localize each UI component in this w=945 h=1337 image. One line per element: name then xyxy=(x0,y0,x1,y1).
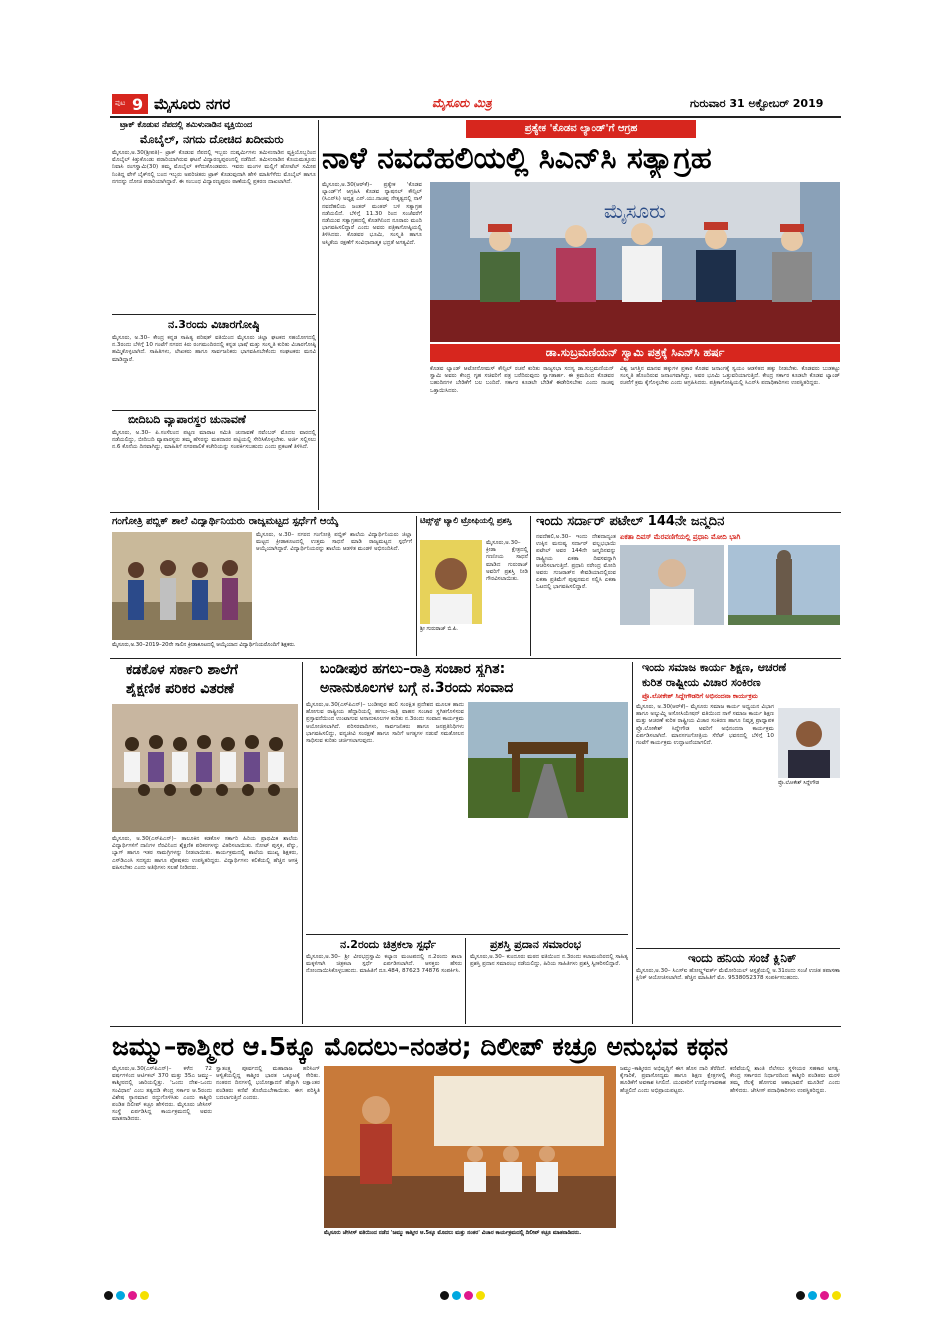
patel-body: ನವದೆಹಲಿ,ಅ.30– ಇಂದು ದೇಶದಾದ್ಯಂತ ಉಕ್ಕಿನ ಮನುಷ್ಯ ಸರ್ದಾರ್ ವಲ್ಲಭಭಾಯಿ ಪಟೇಲ್ ಅವರ 144ನೇ ಜನ್ಮದಿನವನ್ನು ರಾಷ್ಟ್ರೀಯ ಏಕತಾ ದಿವಸವನ್ನಾಗಿ ಆಚರಿಸಲಾಗುತ್ತಿದೆ. ಪ್ರಧಾನಿ ನರೇಂದ್ರ ಮೋದಿ ಅವರು ಗುಜರಾತ್‌ನ ಕೇವಡಿಯಾದಲ್ಲಿರುವ ಏಕತಾ ಪ್ರತಿಮೆಗೆ ಪುಷ್ಪನಮನ ಸಲ್ಲಿಸಿ ಏಕತಾ ಓಟದಲ್ಲಿ ಭಾಗವಹಿಸಲಿದ್ದಾರೆ. xyxy=(536,534,616,591)
reg-dot-magenta xyxy=(464,1291,473,1300)
lead-body-left: ಮೈಸೂರು,ಅ.30(ಆರ್‌ಕೆ)– ಪ್ರತ್ಯೇಕ 'ಕೊಡವ ಲ್ಯಾಂಡ್'ಗೆ ಆಗ್ರಹಿಸಿ ಕೊಡವ ನ್ಯಾಷನಲ್ ಕೌನ್ಸಿಲ್ (ಸಿಎನ್‌ಸಿ) ಅಧ್ಯಕ್ಷ ಎನ್.ಯು.ನಾಚಪ್ಪ ನೇತೃತ್ವದಲ್ಲಿ ನಾಳೆ ನವದೆಹಲಿಯ ಜಂತರ್ ಮಂತರ್ ಬಳಿ ಸತ್ಯಾಗ್ರಹ ನಡೆಯಲಿದೆ. ಬೆಳಿಗ್ಗೆ 11.30 ರಿಂದ ಸಂಜೆವರೆಗೆ ನಡೆಯುವ ಸತ್ಯಾಗ್ರಹದಲ್ಲಿ ಕೊಡಗಿನಿಂದ ನೂರಾರು ಮಂದಿ ಭಾಗವಹಿಸಲಿದ್ದಾರೆ ಎಂದು ಅವರು ಪತ್ರಿಕಾಗೋಷ್ಠಿಯಲ್ಲಿ ತಿಳಿಸಿದರು. ಕೊಡವರ ಭೂಮಿ, ಸಂಸ್ಕೃತಿ ಹಾಗೂ ಅಸ್ಮಿತೆಯ ರಕ್ಷಣೆಗೆ ಸಂವಿಧಾನಾತ್ಮಕ ಭದ್ರತೆ ಅಗತ್ಯವಿದೆ. xyxy=(322,182,422,246)
kadakola-headline-2: ಶೈಕ್ಷಣಿಕ ಪರಿಕರ ವಿತರಣೆ xyxy=(126,681,235,697)
classroom-illustration xyxy=(112,704,298,832)
lecture-illustration xyxy=(324,1066,616,1228)
divider xyxy=(112,314,316,315)
kashmir-photo-caption: ಮೈಸೂರು ಜೇಸೀಸ್ ವತಿಯಿಂದ ನಡೆದ 'ಜಮ್ಮು ಕಾಶ್ಮೀರ ಆ.5ಕ್ಕೂ ಮೊದಲು ಮತ್ತು ನಂತರ' ವಿಚಾರ ಕಾರ್ಯಕ್ರಮದಲ್ಲಿ ದಿಲೀಪ್ ಕಚ್ರೂ ಮಾತನಾಡಿದರು. xyxy=(324,1230,582,1236)
column-rule xyxy=(632,662,633,1024)
bandipur-body-cont xyxy=(468,820,628,932)
school-caption: ಮೈಸೂರು,ಅ.30–2019–20ನೇ ಸಾಲಿನ ಕ್ರೀಡಾಕೂಟದಲ್ಲಿ ಆಯ್ಕೆಯಾದ ವಿದ್ಯಾರ್ಥಿನಿಯರೊಂದಿಗೆ ಶಿಕ್ಷಕರು. xyxy=(112,642,296,648)
school-photo xyxy=(112,532,252,640)
lead-kicker xyxy=(466,120,696,138)
reg-dot-cyan xyxy=(116,1291,125,1300)
statue-illustration xyxy=(728,545,840,625)
social-subhead: ಪ್ರೊ.ಲೋಕೇಶ್ ಸಿದ್ದೇಗೌಡರಿಗೆ ಅಭಿನಂದನಾ ಕಾರ್ಯಕ್ರಮ xyxy=(642,692,758,700)
reg-dot-cyan xyxy=(452,1291,461,1300)
prize-headline: ಪ್ರಶಸ್ತಿ ಪ್ರದಾನ ಸಮಾರಂಭ xyxy=(490,938,582,951)
award-headline: ಟಿಪ್ಸ್‌ಸ್ಟ್ ಟ್ಯಾಲಿ ಟ್ರೋಫಿಯಲ್ಲಿ ಪ್ರಶಸ್ತಿ xyxy=(420,516,512,525)
story1-kicker: ಟ್ರಾಕ್ ಕೊಡುವ ನೆಪದಲ್ಲಿ ತಮಿಳುನಾಡಿನ ವ್ಯಕ್ತಿಯಿಂದ xyxy=(120,120,253,129)
divider xyxy=(112,410,316,411)
divider xyxy=(636,948,840,949)
patel-subhead: ಏಕತಾ ದಿವಸ್ ಮೆರವಣಿಗೆಯಲ್ಲಿ ಪ್ರಧಾನಿ ಮೋದಿ ಭಾಗಿ xyxy=(620,533,741,541)
bandipur-headline-1: ಬಂಡೀಪುರ ಹಗಲು–ರಾತ್ರಿ ಸಂಚಾರ ಸ್ಥಗಿತ: xyxy=(320,661,506,677)
award-caption: ಶ್ರೀ ಗುರುರಾಜ್ ಬಿ.ಪಿ. xyxy=(420,626,458,632)
column-rule xyxy=(530,516,531,656)
photo-banner-text: ಮೈಸೂರು xyxy=(603,199,667,223)
kashmir-col4: ಕಣಿವೆಯಲ್ಲಿ ಶಾಂತಿ ನೆಲೆಸಲು ಸ್ಥಳೀಯರ ಸಹಕಾರ ಅಗತ್ಯ. ಕೇಂದ್ರ ಸರ್ಕಾರದ ನಿರ್ಧಾರದಿಂದ ಕಾಶ್ಮೀರಿ ಪಂಡಿತರು ಮರಳಿ ತಮ್ಮ ನೆಲಕ್ಕೆ ಹೋಗುವ ಆಶಾಭಾವನೆ ಮೂಡಿದೆ ಎಂದು ಹೇಳಿದರು. ಜೇಸೀಸ್ ಪದಾಧಿಕಾರಿಗಳು ಉಪಸ್ಥಿತರಿದ್ದರು. xyxy=(730,1066,840,1094)
social-portrait xyxy=(778,708,840,778)
column-rule xyxy=(416,516,417,656)
modi-illustration xyxy=(620,545,724,625)
reg-dot-cyan xyxy=(808,1291,817,1300)
kashmir-photo xyxy=(324,1066,616,1228)
school-body: ಮೈಸೂರು, ಅ.30– ನಗರದ ಗಂಗೋತ್ರಿ ಪಬ್ಲಿಕ್ ಶಾಲೆಯ ವಿದ್ಯಾರ್ಥಿನಿಯರು ಜಿಲ್ಲಾ ಮಟ್ಟದ ಕ್ರೀಡಾಕೂಟದಲ್ಲಿ ಉತ್ತಮ ಸಾಧನೆ ಮಾಡಿ ರಾಜ್ಯಮಟ್ಟದ ಸ್ಪರ್ಧೆಗೆ ಆಯ್ಕೆಯಾಗಿದ್ದಾರೆ. ವಿದ್ಯಾರ್ಥಿನಿಯರನ್ನು ಶಾಲೆಯ ಆಡಳಿತ ಮಂಡಳಿ ಅಭಿನಂದಿಸಿದೆ. xyxy=(256,532,412,553)
column-rule xyxy=(318,120,319,510)
bandipur-body: ಮೈಸೂರು,ಅ.30(ಎಸ್‌ಪಿಎನ್)– ಬಂಡೀಪುರ ಹುಲಿ ಸಂರಕ್ಷಿತ ಪ್ರದೇಶದ ಮೂಲಕ ಹಾದು ಹೋಗುವ ರಾಷ್ಟ್ರೀಯ ಹೆದ್ದಾರಿಯಲ್ಲಿ ಹಗಲು–ರಾತ್ರಿ ವಾಹನ ಸಂಚಾರ ಸ್ಥಗಿತಗೊಳಿಸುವ ಪ್ರಸ್ತಾವನೆಯಿಂದ ಉಂಟಾಗುವ ಅನಾನುಕೂಲಗಳ ಕುರಿತು ನ.3ರಂದು ಸಂವಾದ ಕಾರ್ಯಕ್ರಮ ಆಯೋಜಿಸಲಾಗಿದೆ. ಪರಿಸರವಾದಿಗಳು, ಸಾರ್ವಜನಿಕರು ಹಾಗೂ ಜನಪ್ರತಿನಿಧಿಗಳು ಭಾಗವಹಿಸಲಿದ್ದು, ವನ್ಯಜೀವಿ ಸಂರಕ್ಷಣೆ ಹಾಗೂ ಸಾರಿಗೆ ಅಗತ್ಯಗಳ ನಡುವೆ ಸಮತೋಲನ ಸಾಧಿಸುವ ಕುರಿತು ಚರ್ಚಿಸಲಾಗುವುದು. xyxy=(306,702,464,745)
kashmir-col2: ಸ್ವಾತಂತ್ರ್ಯ ಪೂರ್ವದಲ್ಲಿ ಮಹಾರಾಜ ಹರಿಸಿಂಗ್ ಆಳ್ವಿಕೆಯಲ್ಲಿದ್ದ ಕಾಶ್ಮೀರ ಭಾರತ ಒಕ್ಕೂಟಕ್ಕೆ ಸೇರಿತು. ನಂತರದ ದಿನಗಳಲ್ಲಿ ಭಯೋತ್ಪಾದನೆ ಹೆಚ್ಚಾಗಿ ಲಕ್ಷಾಂತರ ಪಂಡಿತರು ಕಣಿವೆ ತೊರೆಯಬೇಕಾಯಿತು. ಈಗ ಪರಿಸ್ಥಿತಿ ಬದಲಾಗುತ್ತಿದೆ ಎಂದರು. xyxy=(216,1066,320,1101)
divider xyxy=(306,934,628,935)
masthead-rule xyxy=(110,116,841,118)
professor-illustration xyxy=(778,708,840,778)
kashmir-col3: ಜಮ್ಮು–ಕಾಶ್ಮೀರದ ಅಭಿವೃದ್ಧಿಗೆ ಈಗ ಹೊಸ ದಾರಿ ತೆರೆದಿದೆ. ಕೈಗಾರಿಕೆ, ಪ್ರವಾಸೋದ್ಯಮ ಹಾಗೂ ಶಿಕ್ಷಣ ಕ್ಷೇತ್ರಗಳಲ್ಲಿ ಹೂಡಿಕೆಗೆ ಅವಕಾಶ ಸಿಗಲಿದೆ. ಯುವಕರಿಗೆ ಉದ್ಯೋಗಾವಕಾಶ ಹೆಚ್ಚಲಿದೆ ಎಂದು ಅಭಿಪ್ರಾಯಪಟ್ಟರು. xyxy=(620,1066,726,1094)
clinic-headline: ಇಂದು ಹನಿಯ ಸಂಜೆ ಕ್ಲಿನಿಕ್ xyxy=(688,951,797,965)
art-body: ಮೈಸೂರು,ಅ.30– ಶ್ರೀ ವೀರಭದ್ರಸ್ವಾಮಿ ಕಲ್ಯಾಣ ಮಂಟಪದಲ್ಲಿ ನ.2ರಂದು ಶಾಲಾ ಮಕ್ಕಳಿಗಾಗಿ ಚಿತ್ರಕಲಾ ಸ್ಪರ್ಧೆ ಏರ್ಪಡಿಸಲಾಗಿದೆ. ಆಸಕ್ತರು ಹೆಸರು ನೋಂದಾಯಿಸಿಕೊಳ್ಳಬಹುದು. ಮಾಹಿತಿಗೆ ದೂ.484, 87623 74876 ಸಂಪರ್ಕಿಸಿ. xyxy=(306,954,462,975)
social-portrait-caption: ಪ್ರೊ.ಲೋಕೇಶ್ ಸಿದ್ದೇಗೌಡ xyxy=(778,780,820,786)
reg-dot-black xyxy=(104,1291,113,1300)
social-body: ಮೈಸೂರು, ಅ.30(ಆರ್‌ಕೆ)– ಮೈಸೂರು ಸಮಾಜ ಕಾರ್ಯ ಅಧ್ಯಯನ ವಿಭಾಗ ಹಾಗೂ ಅಲ್ಯುಮ್ನಿ ಅಸೋಸಿಯೇಷನ್ ವತಿಯಿಂದ ನಾಳೆ ಸಮಾಜ ಕಾರ್ಯ ಶಿಕ್ಷಣ ಮತ್ತು ಆಚರಣೆ ಕುರಿತ ರಾಷ್ಟ್ರೀಯ ವಿಚಾರ ಸಂಕಿರಣ ಹಾಗೂ ನಿವೃತ್ತ ಪ್ರಾಧ್ಯಾಪಕ ಪ್ರೊ.ಲೋಕೇಶ್ ಸಿದ್ದೇಗೌಡ ಅವರಿಗೆ ಅಭಿನಂದನಾ ಕಾರ್ಯಕ್ರಮ ಏರ್ಪಡಿಸಲಾಗಿದೆ. ಮಾನಸಗಂಗೋತ್ರಿಯ ಸೆನೆಟ್ ಭವನದಲ್ಲಿ ಬೆಳಿಗ್ಗೆ 10 ಗಂಟೆಗೆ ಕಾರ್ಯಕ್ರಮ ಉದ್ಘಾಟನೆಯಾಗಲಿದೆ. xyxy=(636,704,774,747)
press-meet-photo xyxy=(430,182,840,342)
kadakola-photo xyxy=(112,704,298,832)
portrait-illustration xyxy=(420,540,482,624)
school-headline: ಗಂಗೋತ್ರಿ ಪಬ್ಲಿಕ್ ಶಾಲೆ ವಿದ್ಯಾರ್ಥಿನಿಯರು ರಾಜ್ಯಮಟ್ಟದ ಸ್ಪರ್ಧೆಗೆ ಆಯ್ಕೆ xyxy=(112,516,339,527)
clinic-body: ಮೈಸೂರು,ಅ.30– ಸಿಎಸ್‌ಐ ಹೋಲ್ಡ್ಸ್‌ವರ್ತ್ ಮೆಮೋರಿಯಲ್ ಆಸ್ಪತ್ರೆಯಲ್ಲಿ ಅ.31ರಂದು ಸಂಜೆ ಉಚಿತ ತಪಾಸಣಾ ಕ್ಲಿನಿಕ್ ಆಯೋಜಿಸಲಾಗಿದೆ. ಹೆಚ್ಚಿನ ಮಾಹಿತಿಗೆ ಮೊ. 9538052378 ಸಂಪರ್ಕಿಸಬಹುದು. xyxy=(636,968,840,982)
reg-dot-yellow xyxy=(140,1291,149,1300)
reg-dot-black xyxy=(440,1291,449,1300)
art-headline: ನ.2ರಂದು ಚಿತ್ರಕಲಾ ಸ್ಪರ್ಧೆ xyxy=(340,938,437,951)
column-rule xyxy=(302,662,303,1024)
lead-body-right: ವಿಶ್ವ ಜಗತ್ತಿನ ಮಾನವ ಹಕ್ಕುಗಳ ಪ್ರಕಾರ ಕೊಡವ ಜನಾಂಗಕ್ಕೆ ಸ್ವಯಂ ಆಡಳಿತದ ಹಕ್ಕು ನೀಡಬೇಕು. ಕೊಡವರು ಬುಡಕಟ್ಟು ಸಂಸ್ಕೃತಿ ಹೊಂದಿರುವ ಜನಾಂಗವಾಗಿದ್ದು, ಅವರ ಭೂಮಿ ಒತ್ತುವರಿಯಾಗುತ್ತಿದೆ. ಕೇಂದ್ರ ಸರ್ಕಾರ ಕೂಡಲೇ ಕೊಡವ ಲ್ಯಾಂಡ್ ರಚನೆಗೆ ಕ್ರಮ ಕೈಗೊಳ್ಳಬೇಕು ಎಂದು ಆಗ್ರಹಿಸಿದರು. ಪತ್ರಿಕಾಗೋಷ್ಠಿಯಲ್ಲಿ ಸಿಎನ್‌ಸಿ ಪದಾಧಿಕಾರಿಗಳು ಉಪಸ್ಥಿತರಿದ್ದರು. xyxy=(620,366,840,387)
lead-kicker-text: ಪ್ರತ್ಯೇಕ 'ಕೊಡವ ಲ್ಯಾಂಡ್'ಗೆ ಆಗ್ರಹ xyxy=(524,123,638,134)
award-body: ಮೈಸೂರು,ಅ.30– ಕ್ರೀಡಾ ಕ್ಷೇತ್ರದಲ್ಲಿ ಗಣನೀಯ ಸಾಧನೆ ಮಾಡಿದ ಗುರುರಾಜ್ ಅವರಿಗೆ ಪ್ರಶಸ್ತಿ ನೀಡಿ ಗೌರವಿಸಲಾಯಿತು. xyxy=(486,540,528,583)
story1-body: ಮೈಸೂರು,ಅ.30(ಶ್ರೀಪತಿ)– ಟ್ರಾಕ್ ಕೊಡುವ ನೆಪದಲ್ಲಿ ಇಬ್ಬರು ದುಷ್ಕರ್ಮಿಗಳು ತಮಿಳುನಾಡಿನ ವ್ಯಕ್ತಿಯೊಬ್ಬರಿಂದ ಮೊಬೈಲ್ ಕಿತ್ತುಕೊಂಡು ಪರಾರಿಯಾಗಿರುವ ಘಟನೆ ವಿದ್ಯಾರಣ್ಯಪುರಂನಲ್ಲಿ ನಡೆದಿದೆ. ತಮಿಳುನಾಡಿನ ಕೊಯಮತ್ತೂರು ನಿವಾಸಿ ರಂಗಸ್ವಾಮಿ(30) ತಮ್ಮ ಮೊಬೈಲ್ ಕಳೆದುಕೊಂಡವರು. ಇವರು ಮಂಗಳ ಮಲ್ಲಿಗೆ ಹೋಟೆಲ್ ಸಮೀಪ ನಿಂತಿದ್ದ ವೇಳೆ ಬೈಕ್‌ನಲ್ಲಿ ಬಂದ ಇಬ್ಬರು ಅಪರಿಚಿತರು ಟ್ರಾಕ್ ಕೊಡುವುದಾಗಿ ಹೇಳಿ ಮಾತಿಗೆಳೆದು ಮೊಬೈಲ್ ಹಾಗೂ ನಗದನ್ನು ದೋಚಿ ಪರಾರಿಯಾಗಿದ್ದಾರೆ. ಈ ಸಂಬಂಧ ವಿದ್ಯಾರಣ್ಯಪುರಂ ಠಾಣೆಯಲ್ಲಿ ಪ್ರಕರಣ ದಾಖಲಾಗಿದೆ. xyxy=(112,150,316,185)
reg-dot-yellow xyxy=(832,1291,841,1300)
sub-lead-headline-text: ಡಾ.ಸುಬ್ರಮಣಿಯನ್ ಸ್ವಾಮಿ ಪತ್ರಕ್ಕೆ ಸಿಎನ್‌ಸಿ ಹರ್ಷ xyxy=(545,346,725,359)
section-rule xyxy=(110,658,841,659)
story1-headline: ಮೊಬೈಲ್, ನಗದು ದೋಚಿದ ಖದೀಮರು xyxy=(140,133,284,146)
award-portrait xyxy=(420,540,482,624)
kashmir-col1: ಮೈಸೂರು,ಅ.30(ಎಸ್‌ಪಿಎನ್)– ಕಳೆದ 72 ವರ್ಷಗಳಿಂದ ಆರ್ಟಿಕಲ್ 370 ಮತ್ತು 35ಎ ಜಮ್ಮು–ಕಾಶ್ಮೀರದಲ್ಲಿ ಜಾರಿಯಲ್ಲಿತ್ತು. 'ಒಂದು ದೇಶ–ಒಂದು ಸಂವಿಧಾನ' ಎಂಬ ತತ್ವದಡಿ ಕೇಂದ್ರ ಸರ್ಕಾರ ಆ.5ರಂದು ವಿಶೇಷ ಸ್ಥಾನಮಾನ ರದ್ದುಗೊಳಿಸಿತು ಎಂದು ಕಾಶ್ಮೀರಿ ಪಂಡಿತ ದಿಲೀಪ್ ಕಚ್ರೂ ಹೇಳಿದರು. ಮೈಸೂರು ಜೇಸೀಸ್ ಸಂಸ್ಥೆ ಏರ್ಪಡಿಸಿದ್ದ ಕಾರ್ಯಕ್ರಮದಲ್ಲಿ ಅವರು ಮಾತನಾಡಿದರು. xyxy=(112,1066,212,1123)
section-rule xyxy=(110,1026,841,1027)
section-title: ಮೈಸೂರು ನಗರ xyxy=(154,95,231,113)
story2-body: ಮೈಸೂರು, ಅ.30– ಕೇಂದ್ರ ಕನ್ನಡ ಸಾಹಿತ್ಯ ಪರಿಷತ್ ವತಿಯಿಂದ ಮೈಸೂರು ಜಿಲ್ಲಾ ಘಟಕದ ಸಹಯೋಗದಲ್ಲಿ ನ.3ರಂದು ಬೆಳಿಗ್ಗೆ 10 ಗಂಟೆಗೆ ನಗರದ ಕಿರು ರಂಗಮಂದಿರದಲ್ಲಿ ಕನ್ನಡ ಭಾಷೆ ಮತ್ತು ಸಂಸ್ಕೃತಿ ಕುರಿತು ವಿಚಾರಗೋಷ್ಠಿ ಹಮ್ಮಿಕೊಳ್ಳಲಾಗಿದೆ. ಸಾಹಿತಿಗಳು, ಲೇಖಕರು ಹಾಗೂ ಸಾರ್ವಜನಿಕರು ಭಾಗವಹಿಸಬೇಕೆಂದು ಸಂಘಟಕರು ಮನವಿ ಮಾಡಿದ್ದಾರೆ. xyxy=(112,335,316,363)
sub-lead-body: ಕೊಡವ ಲ್ಯಾಂಡ್ ಆಟೋನೋಮಸ್ ಕೌನ್ಸಿಲ್ ರಚನೆ ಕುರಿತು ರಾಜ್ಯಸಭಾ ಸದಸ್ಯ ಡಾ.ಸುಬ್ರಮಣಿಯನ್ ಸ್ವಾಮಿ ಅವರು ಕೇಂದ್ರ ಗೃಹ ಸಚಿವರಿಗೆ ಪತ್ರ ಬರೆದಿರುವುದು ಸ್ವಾಗತಾರ್ಹ. ಈ ಕ್ರಮದಿಂದ ಕೊಡವರ ಬಹುದಿನಗಳ ಬೇಡಿಕೆಗೆ ಬಲ ಬಂದಿದೆ. ಸರ್ಕಾರ ಕೂಡಲೇ ಬೇಡಿಕೆ ಈಡೇರಿಸಬೇಕು ಎಂದು ನಾಚಪ್ಪ ಒತ್ತಾಯಿಸಿದರು. xyxy=(430,366,614,394)
kadakola-headline-1: ಕಡಕೊಳ ಸರ್ಕಾರಿ ಶಾಲೆಗೆ xyxy=(126,662,239,678)
page-badge xyxy=(112,94,148,114)
sub-lead-headline xyxy=(430,344,840,362)
school-illustration xyxy=(112,532,252,640)
prize-body: ಮೈಸೂರು,ಅ.30– ಕುಂದೂರು ಮಠದ ವತಿಯಿಂದ ನ.3ರಂದು ಕಲಾಮಂದಿರದಲ್ಲಿ ಸಾಹಿತ್ಯ ಪ್ರಶಸ್ತಿ ಪ್ರದಾನ ಸಮಾರಂಭ ನಡೆಯಲಿದ್ದು, ಹಿರಿಯ ಸಾಹಿತಿಗಳು ಪ್ರಶಸ್ತಿ ಸ್ವೀಕರಿಸಲಿದ್ದಾರೆ. xyxy=(470,954,628,968)
story3-headline: ಬೀದಿಬದಿ ವ್ಯಾಪಾರಸ್ಥರ ಚುನಾವಣೆ xyxy=(128,413,246,426)
page-number: 9 xyxy=(132,95,144,114)
section-rule xyxy=(110,512,841,513)
paper-name: ಮೈಸೂರು ಮಿತ್ರ xyxy=(432,96,492,110)
lead-headline: ನಾಳೆ ನವದೆಹಲಿಯಲ್ಲಿ ಸಿಎನ್‌ಸಿ ಸತ್ಯಾಗ್ರಹ xyxy=(322,141,712,176)
social-headline-1: ಇಂದು ಸಮಾಜ ಕಾರ್ಯ ಶಿಕ್ಷಣ, ಆಚರಣೆ xyxy=(642,661,787,674)
patel-photo xyxy=(620,545,724,625)
page-badge-label: ಪುಟ xyxy=(115,99,126,107)
story3-body: ಮೈಸೂರು, ಅ.30– ಪಿ.ಸಂಸೆಲಂದ ಪಟ್ಟಣ ಮಾರಾಟ ಸಮಿತಿ ಚುನಾವಣೆ ನವೆಂಬರ್ ಮೊದಲ ವಾರದಲ್ಲಿ ನಡೆಯಲಿದ್ದು, ಬೀದಿಬದಿ ವ್ಯಾಪಾರಸ್ಥರು ತಮ್ಮ ಹೆಸರನ್ನು ಮತದಾರರ ಪಟ್ಟಿಯಲ್ಲಿ ಸೇರಿಸಿಕೊಳ್ಳಬೇಕು. ಅರ್ಜಿ ಸಲ್ಲಿಸಲು ನ.6 ಕೊನೆಯ ದಿನವಾಗಿದ್ದು, ಮಾಹಿತಿಗೆ ನಗರಪಾಲಿಕೆ ಕಚೇರಿಯನ್ನು ಸಂಪರ್ಕಿಸಬಹುದು ಎಂದು ಪ್ರಕಟಣೆ ತಿಳಿಸಿದೆ. xyxy=(112,430,316,451)
kadakola-body: ಮೈಸೂರು, ಅ.30(ಎಸ್‌ಪಿಎನ್)– ತಾಲೂಕಿನ ಕಡಕೊಳ ಸರ್ಕಾರಿ ಹಿರಿಯ ಪ್ರಾಥಮಿಕ ಶಾಲೆಯ ವಿದ್ಯಾರ್ಥಿಗಳಿಗೆ ದಾನಿಗಳ ನೆರವಿನಿಂದ ಶೈಕ್ಷಣಿಕ ಪರಿಕರಗಳನ್ನು ವಿತರಿಸಲಾಯಿತು. ನೋಟ್ ಪುಸ್ತಕ, ಪೆನ್ನು, ಬ್ಯಾಗ್ ಹಾಗೂ ಇತರ ಸಾಮಗ್ರಿಗಳನ್ನು ನೀಡಲಾಯಿತು. ಕಾರ್ಯಕ್ರಮದಲ್ಲಿ ಶಾಲೆಯ ಮುಖ್ಯ ಶಿಕ್ಷಕರು, ಎಸ್‌ಡಿಎಂಸಿ ಸದಸ್ಯರು ಹಾಗೂ ಪೋಷಕರು ಉಪಸ್ಥಿತರಿದ್ದರು. ವಿದ್ಯಾರ್ಥಿಗಳು ಕಲಿಕೆಯಲ್ಲಿ ಹೆಚ್ಚಿನ ಆಸಕ್ತಿ ವಹಿಸಬೇಕು ಎಂದು ಅತಿಥಿಗಳು ಸಲಹೆ ನೀಡಿದರು. xyxy=(112,836,298,871)
bandipur-photo xyxy=(468,702,628,818)
reg-dot-magenta xyxy=(128,1291,137,1300)
patel-headline: ಇಂದು ಸರ್ದಾರ್ ಪಟೇಲ್ 144ನೇ ಜನ್ಮದಿನ xyxy=(536,514,725,529)
column-rule xyxy=(465,938,466,1024)
story2-headline: ನ.3ರಂದು ವಿಚಾರಗೋಷ್ಠಿ xyxy=(168,318,260,331)
bandipur-headline-2: ಅನಾನುಕೂಲಗಳ ಬಗ್ಗೆ ನ.3ರಂದು ಸಂವಾದ xyxy=(320,680,514,696)
statue-photo xyxy=(728,545,840,625)
reg-dot-yellow xyxy=(476,1291,485,1300)
issue-date: ಗುರುವಾರ 31 ಅಕ್ಟೋಬರ್ 2019 xyxy=(690,97,824,110)
forest-gate-illustration xyxy=(468,702,628,818)
press-meet-illustration xyxy=(430,182,840,342)
reg-dot-black xyxy=(796,1291,805,1300)
kashmir-headline: ಜಮ್ಮು–ಕಾಶ್ಮೀರ ಆ.5ಕ್ಕೂ ಮೊದಲು–ನಂತರ; ದಿಲೀಪ್ ಕಚ್ರೂ ಅನುಭವ ಕಥನ xyxy=(112,1032,728,1061)
social-headline-2: ಕುರಿತ ರಾಷ್ಟ್ರೀಯ ವಿಚಾರ ಸಂಕಿರಣ xyxy=(642,676,761,689)
reg-dot-magenta xyxy=(820,1291,829,1300)
